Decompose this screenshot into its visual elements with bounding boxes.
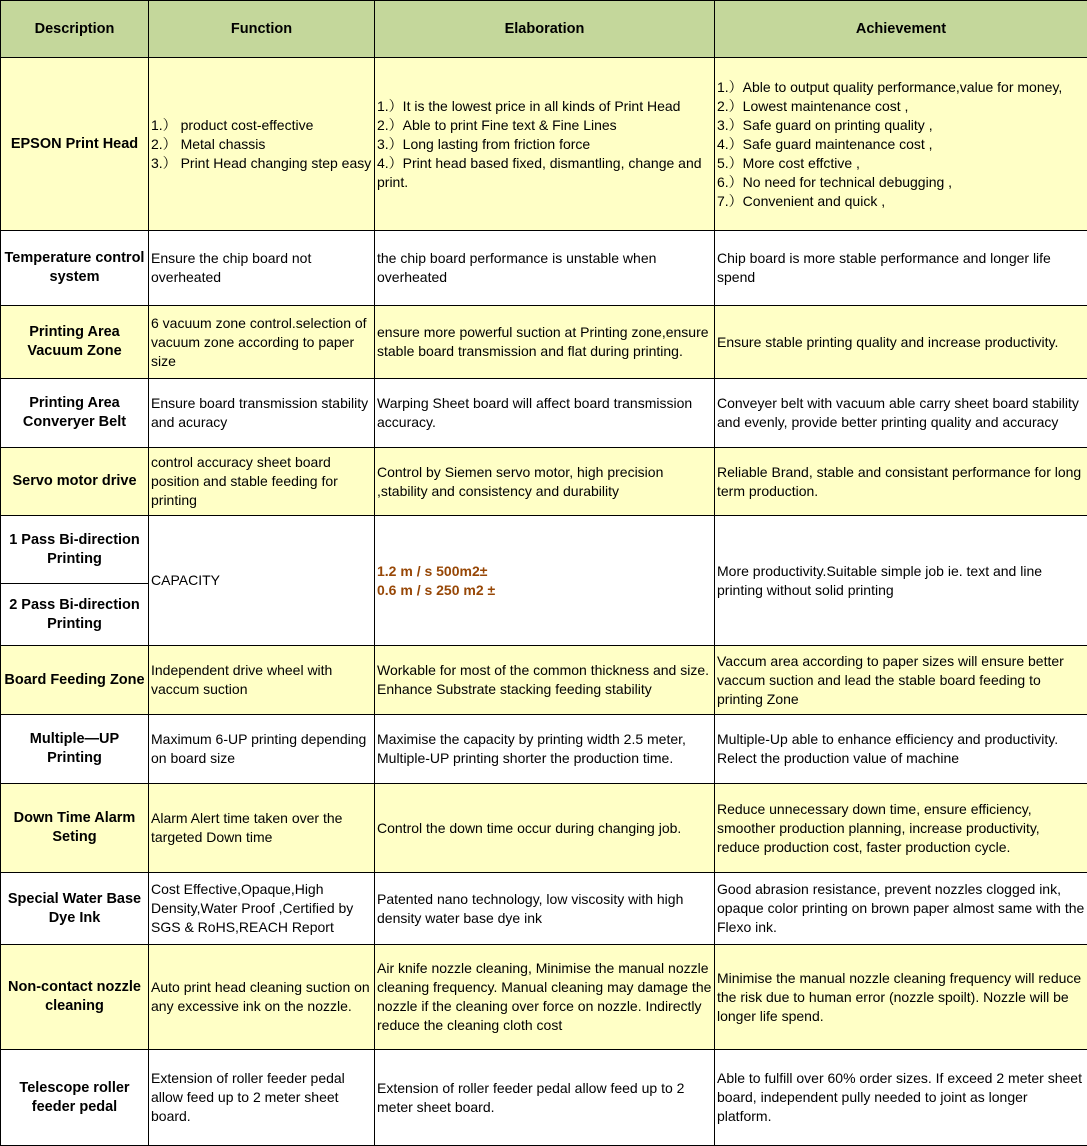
row-description: EPSON Print Head [1,58,149,231]
table-row [1,1050,1087,1146]
row-description: Telescope roller feeder pedal [1,1050,149,1146]
row-elaboration: Maximise the capacity by printing width 2.5 meter, Multiple-UP printing shorter the production time. [375,715,715,784]
table-row [1,516,1087,584]
elaboration-line: 3.）Long lasting from friction force [377,135,712,154]
table-row [1,646,1087,715]
achievement-line: 2.）Lowest maintenance cost , [717,97,1085,116]
row-elaboration: Control by Siemen servo motor, high precision ,stability and consistency and durability [375,448,715,516]
elaboration-line: 2.）Able to print Fine text & Fine Lines [377,116,712,135]
header-elaboration: Elaboration [375,1,715,58]
row-description: 2 Pass Bi-direction Printing [1,584,149,646]
elaboration-line: 1.）It is the lowest price in all kinds of Print Head [377,97,712,116]
row-description: Servo motor drive [1,448,149,516]
row-achievement: Reliable Brand, stable and consistant performance for long term production. [715,448,1087,516]
table-row [1,715,1087,784]
row-elaboration: Workable for most of the common thickness and size. Enhance Substrate stacking feeding stability [375,646,715,715]
row-function: 6 vacuum zone control.selection of vacuum zone according to paper size [149,306,375,379]
function-line: 1.） product cost-effective [151,116,372,135]
table-row [1,379,1087,448]
row-function: Cost Effective,Opaque,High Density,Water Proof ,Certified by SGS & RoHS,REACH Report [149,873,375,945]
row-achievement: Chip board is more stable performance and longer life spend [715,231,1087,306]
row-description: Multiple—UP Printing [1,715,149,784]
achievement-line: 1.）Able to output quality performance,value for money, [717,78,1085,97]
table-row [1,58,1087,231]
row-achievement [715,58,1087,231]
capacity-line: 0.6 m / s 250 m2 ± [377,581,712,600]
row-elaboration: Control the down time occur during changing job. [375,784,715,873]
row-achievement: Multiple-Up able to enhance efficiency and productivity. Relect the production value of machine [715,715,1087,784]
header-function: Function [149,1,375,58]
row-elaboration: Warping Sheet board will affect board transmission accuracy. [375,379,715,448]
row-achievement: Conveyer belt with vacuum able carry sheet board stability and evenly, provide better printing quality and accuracy [715,379,1087,448]
table-row [1,306,1087,379]
row-achievement: More productivity.Suitable simple job ie. text and line printing without solid printing [715,516,1087,646]
header-row [1,1,1087,58]
row-description: Printing Area Converyer Belt [1,379,149,448]
row-elaboration: the chip board performance is unstable when overheated [375,231,715,306]
achievement-line: 7.）Convenient and quick , [717,192,1085,211]
row-elaboration: Extension of roller feeder pedal allow feed up to 2 meter sheet board. [375,1050,715,1146]
table-row [1,945,1087,1050]
row-description: Down Time Alarm Seting [1,784,149,873]
table-row [1,784,1087,873]
row-elaboration: Patented nano technology, low viscosity with high density water base dye ink [375,873,715,945]
header-achievement: Achievement [715,1,1087,58]
function-line: 3.） Print Head changing step easy [151,154,372,173]
row-elaboration: ensure more powerful suction at Printing zone,ensure stable board transmission and flat during printing. [375,306,715,379]
table-row [1,873,1087,945]
row-achievement: Able to fulfill over 60% order sizes. If exceed 2 meter sheet board, independent pully needed to joint as longer platform. [715,1050,1087,1146]
header-description: Description [1,1,149,58]
row-achievement: Ensure stable printing quality and increase productivity. [715,306,1087,379]
row-function: Ensure the chip board not overheated [149,231,375,306]
row-elaboration [375,58,715,231]
row-description: Printing Area Vacuum Zone [1,306,149,379]
row-function: Independent drive wheel with vaccum suction [149,646,375,715]
achievement-line: 6.）No need for technical debugging , [717,173,1085,192]
row-description: Non-contact nozzle cleaning [1,945,149,1050]
achievement-line: 5.）More cost effctive , [717,154,1085,173]
row-function [149,58,375,231]
row-description: Temperature control system [1,231,149,306]
row-achievement: Reduce unnecessary down time, ensure efficiency, smoother production planning, increase productivity, reduce production cost, faster production cycle. [715,784,1087,873]
row-function: Auto print head cleaning suction on any excessive ink on the nozzle. [149,945,375,1050]
row-function: CAPACITY [149,516,375,646]
row-function: Ensure board transmission stability and acuracy [149,379,375,448]
row-function: Extension of roller feeder pedal allow feed up to 2 meter sheet board. [149,1050,375,1146]
row-description: 1 Pass Bi-direction Printing [1,516,149,584]
row-achievement: Vaccum area according to paper sizes will ensure better vaccum suction and lead the stable board feeding to printing Zone [715,646,1087,715]
row-achievement: Minimise the manual nozzle cleaning frequency will reduce the risk due to human error (nozzle spoilt). Nozzle will be longer life spend. [715,945,1087,1050]
row-function: Alarm Alert time taken over the targeted Down time [149,784,375,873]
row-elaboration: Air knife nozzle cleaning, Minimise the manual nozzle cleaning frequency. Manual cleaning may damage the nozzle if the cleaning over force on nozzle. Indirectly reduce the cleaning cloth cost [375,945,715,1050]
capacity-line: 1.2 m / s 500m2± [377,562,712,581]
row-description: Special Water Base Dye Ink [1,873,149,945]
row-function: control accuracy sheet board position and stable feeding for printing [149,448,375,516]
row-elaboration [375,516,715,646]
row-function: Maximum 6-UP printing depending on board size [149,715,375,784]
table-row [1,448,1087,516]
row-description: Board Feeding Zone [1,646,149,715]
achievement-line: 3.）Safe guard on printing quality , [717,116,1085,135]
table-row [1,231,1087,306]
achievement-line: 4.）Safe guard maintenance cost , [717,135,1085,154]
elaboration-line: 4.）Print head based fixed, dismantling, change and print. [377,154,712,192]
row-achievement: Good abrasion resistance, prevent nozzles clogged ink, opaque color printing on brown paper almost same with the Flexo ink. [715,873,1087,945]
function-line: 2.） Metal chassis [151,135,372,154]
